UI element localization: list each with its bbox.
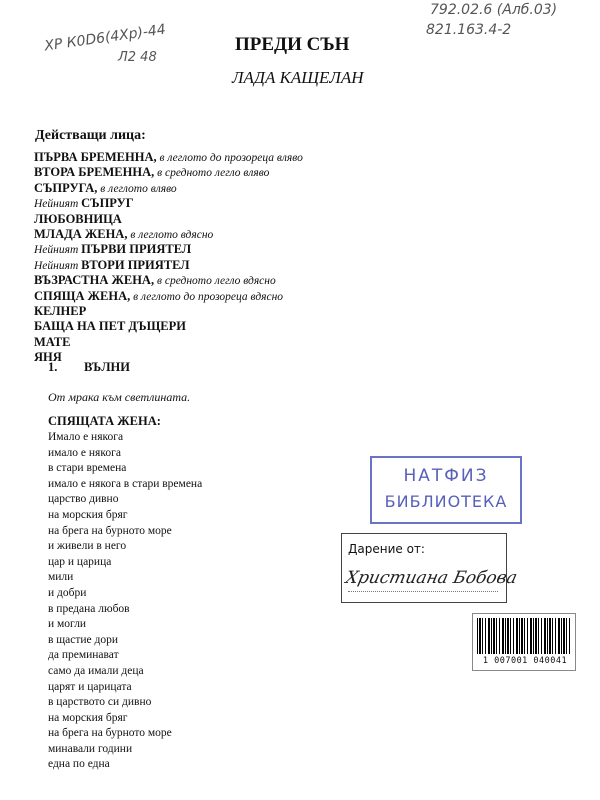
verse-line: на морския бряг — [48, 508, 128, 521]
characters-list — [34, 150, 303, 365]
verse-line: на брега на бурното море — [48, 524, 172, 537]
signature-line — [348, 591, 498, 592]
character-item: ЯНЯ — [34, 350, 62, 365]
verse-line: царство дивно — [48, 493, 119, 506]
verse-line: минавали години — [48, 742, 133, 755]
verse-line: в предана любов — [48, 602, 130, 615]
character-item: СЪПРУГА, в леглото вляво — [34, 180, 177, 195]
character-item: БАЩА НА ПЕТ ДЪЩЕРИ — [34, 319, 186, 334]
verse-line: в стари времена — [48, 462, 127, 475]
scene-title: ВЪЛНИ — [84, 360, 130, 374]
handwritten-shelf-number: Л2 48 — [118, 50, 157, 65]
verse-line: в царството си дивно — [48, 696, 152, 709]
verse-line: в щастие дори — [48, 633, 119, 646]
verse-line: Имало е някога — [48, 431, 124, 443]
verse-line: и живели в него — [48, 540, 127, 553]
character-item: Нейният ВТОРИ ПРИЯТЕЛ — [34, 257, 190, 272]
verse-line: и добри — [48, 586, 87, 599]
donation-label: Дарение от: — [348, 542, 425, 556]
handwritten-udc-line-1: 792.02.6 (Алб.03) — [430, 2, 558, 18]
character-item: СПЯЩА ЖЕНА, в леглото до прозореца вдясно — [34, 288, 284, 303]
stamp-line-1: НАТФИЗ — [403, 466, 489, 486]
verse-line: на морския бряг — [48, 711, 128, 724]
handwritten-udc-line-2: 821.163.4-2 — [426, 22, 512, 38]
scene-number: 1. — [48, 360, 58, 374]
character-item: Нейният ПЪРВИ ПРИЯТЕЛ — [34, 242, 192, 257]
verse-line: само да имали деца — [48, 664, 144, 677]
author-name: ЛАДА КАЩЕЛАН — [232, 68, 364, 87]
character-item: ВЪЗРАСТНА ЖЕНА, в средното легло вдясно — [34, 273, 276, 288]
verse-line: имало е някога в стари времена — [48, 477, 203, 490]
speaker-name: СПЯЩАТА ЖЕНА: — [48, 414, 161, 428]
character-item: МАТЕ — [34, 334, 71, 349]
verse-line: една по една — [48, 758, 110, 771]
handwritten-shelf-code: ХР К0D6(4Хр)-44 — [43, 21, 167, 55]
donation-label-box — [341, 533, 519, 603]
verse-lines — [48, 430, 202, 773]
character-item: ВТОРА БРЕМЕННА, в средното легло вляво — [34, 165, 270, 180]
verse-line: на брега на бурното море — [48, 727, 172, 740]
characters-heading: Действащи лица: — [35, 128, 146, 143]
barcode-bars — [477, 618, 571, 654]
verse-line: да преминават — [48, 649, 119, 662]
stage-direction: От мрака към светлината. — [48, 390, 191, 404]
play-title: ПРЕДИ СЪН — [235, 34, 350, 55]
barcode-number: 1 007001 040041 — [482, 656, 568, 666]
verse-line: и могли — [48, 618, 87, 631]
verse-line: царят и царицата — [48, 680, 132, 693]
character-item: ЛЮБОВНИЦА — [34, 211, 122, 226]
library-stamp — [370, 456, 522, 524]
verse-line: имало е някога — [48, 446, 121, 459]
character-item: КЕЛНЕР — [34, 303, 87, 318]
barcode-sticker — [472, 613, 576, 671]
verse-line: мили — [48, 571, 74, 584]
character-item: МЛАДА ЖЕНА, в леглото вдясно — [34, 226, 214, 241]
character-item: ПЪРВА БРЕМЕННА, в леглото до прозореца вляво — [34, 150, 303, 164]
stamp-line-2: БИБЛИОТЕКА — [384, 492, 508, 511]
character-item: Нейният СЪПРУГ — [34, 196, 134, 211]
verse-line: цар и царица — [48, 555, 112, 568]
donor-signature: Христиана Бобова — [343, 568, 519, 588]
